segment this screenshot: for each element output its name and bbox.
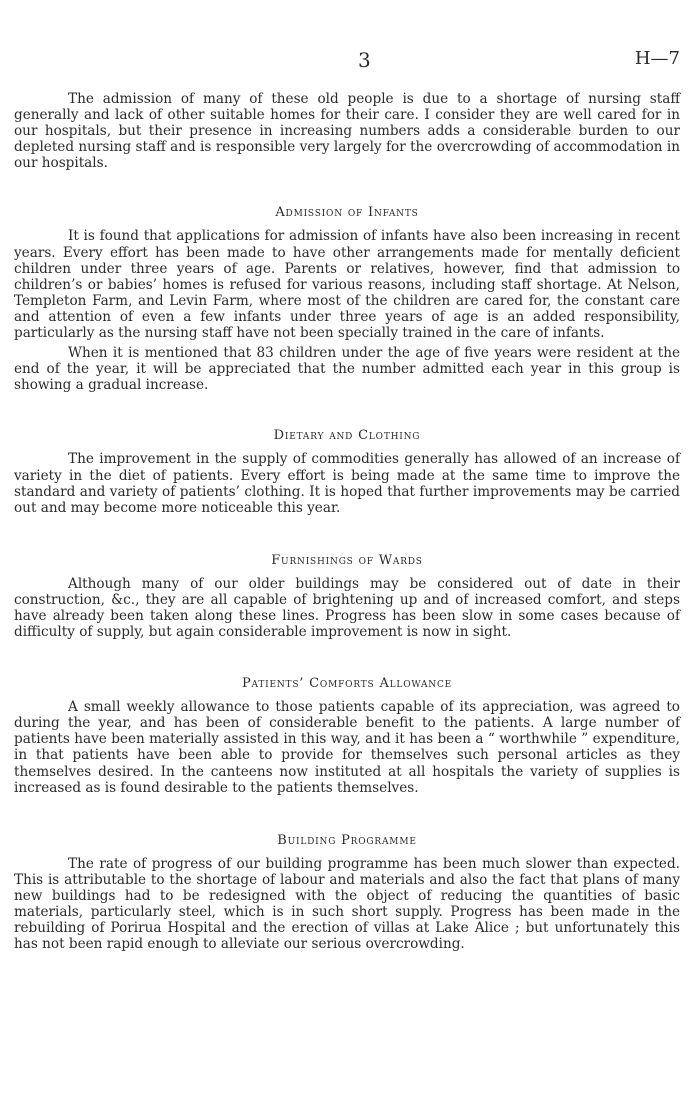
section-heading: Building Programme bbox=[277, 832, 417, 848]
section-dietary-and-clothing bbox=[14, 428, 680, 515]
document-code: H—7 bbox=[634, 48, 680, 69]
section-paragraph: It is found that applications for admission of infants have also been increasing in recent years. Every effort has been made to have other arrangements made for mentally deficient children under three years of age. Parents or relatives, however, find that admission to children’s or babies’ homes is refused for various reasons, including staff shortage. At Nelson, Templeton Farm, and Levin Farm, where most of the children are cared for, the constant care and attention of even a few infants under three years of age is an added responsibility, particularly as the nursing staff have not been specially trained in the care of infants. bbox=[14, 228, 680, 342]
section-paragraph: The improvement in the supply of commodities generally has allowed of an increase of variety in the diet of patients. Every effort is being made at the same time to improve the standard and variety of patients’ clothing. It is hoped that further improvements may be carried out and may become more noticeable this year. bbox=[14, 451, 680, 516]
section-furnishings-of-wards bbox=[14, 553, 680, 640]
section-heading: Furnishings of Wards bbox=[271, 552, 423, 568]
section-paragraph: The rate of progress of our building programme has been much slower than expected. This is attributable to the shortage of labour and materials and also the fact that plans of many new buildings had to be redesigned with the object of reducing the quantities of basic materials, particularly steel, which is in such short supply. Progress has been made in the rebuilding of Porirua Hospital and the erection of villas at Lake Alice ; but unfortunately this has not been rapid enough to alleviate our serious overcrowding. bbox=[14, 855, 680, 953]
section-building-programme bbox=[14, 833, 680, 953]
section-paragraph: A small weekly allowance to those patients capable of its appreciation, was agreed to during the year, and has been of considerable benefit to the patients. A large number of patients have been materially assisted in this way, and it has been a “ worthwhile ” expenditure, in that patients have been able to provide for themselves such personal articles as they themselves desired. In the canteens now instituted at all hospitals the variety of supplies is increased as is found desirable to the patients themselves. bbox=[14, 699, 680, 796]
section-admission-of-infants bbox=[14, 205, 680, 393]
page-number: 3 bbox=[358, 48, 371, 72]
section-heading: Admission of Infants bbox=[275, 205, 419, 221]
section-paragraph: When it is mentioned that 83 children under the age of five years were resident at the end of the year, it will be appreciated that the number admitted each year in this group is showing a gradual increase. bbox=[14, 345, 680, 394]
section-paragraph: Although many of our older buildings may be considered out of date in their construction, &c., they are all capable of brightening up and of increased comfort, and steps have already been taken along these lines. Progress has been slow in some cases because of difficulty of supply, but again considerable improvement is now in sight. bbox=[14, 575, 680, 641]
page-header bbox=[14, 48, 680, 72]
section-patients-comforts-allowance bbox=[14, 676, 680, 796]
section-heading: Patients’ Comforts Allowance bbox=[241, 676, 453, 692]
intro-paragraph: The admission of many of these old people is due to a shortage of nursing staff generally and lack of other suitable homes for their care. I consider they are well cared for in our hospitals, but their presence in increasing numbers adds a considerable burden to our depleted nursing staff and is responsible very largely for the overcrowding of accommodation in our hospitals. bbox=[14, 91, 680, 172]
document-body bbox=[14, 91, 680, 952]
section-heading: Dietary and Clothing bbox=[273, 428, 421, 444]
